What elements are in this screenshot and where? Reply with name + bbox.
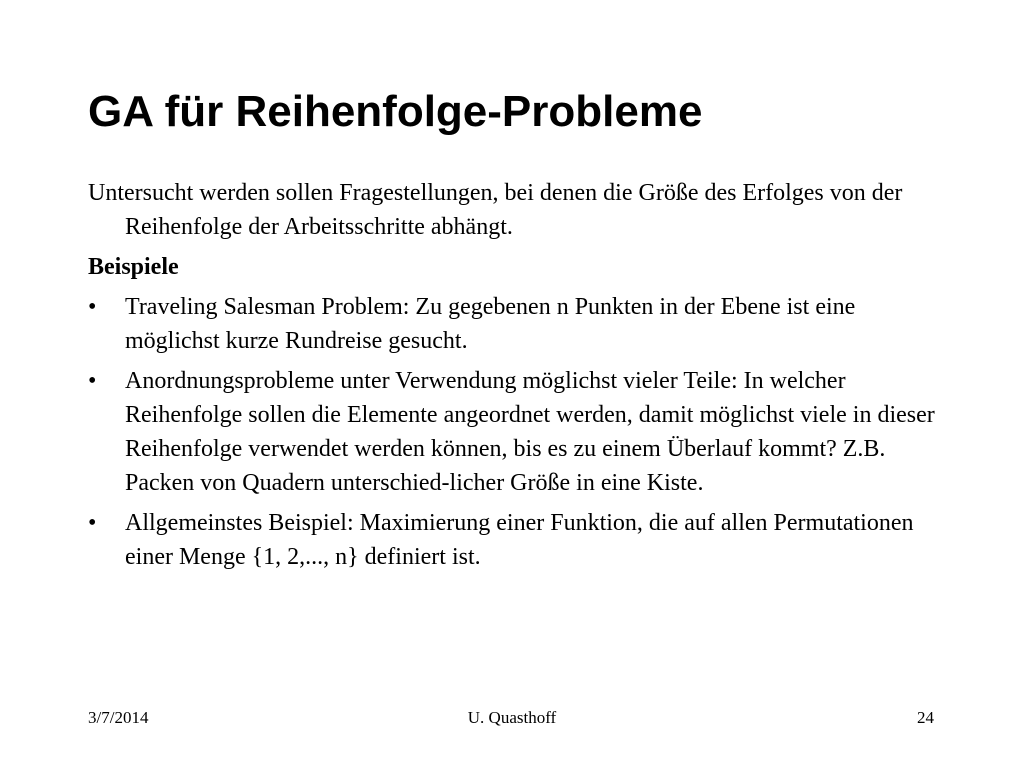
list-item: [88, 290, 948, 358]
examples-list: [88, 290, 948, 574]
slide-body: [88, 176, 948, 580]
intro-paragraph: Untersucht werden sollen Fragestellungen, bei denen die Größe des Erfolges von der Reihenfolge der Arbeitsschritte abhängt.: [88, 180, 903, 240]
examples-heading: Beispiele: [88, 254, 179, 280]
slide-title: GA für Reihenfolge-Probleme: [88, 87, 703, 136]
list-item: [88, 364, 948, 500]
page-number: 24: [917, 708, 934, 727]
bullet-icon: •: [88, 510, 97, 536]
bullet-icon: •: [88, 368, 97, 394]
footer-author: U. Quasthoff: [467, 708, 557, 727]
bullet-icon: •: [88, 294, 97, 320]
list-item-text: Anordnungsprobleme unter Verwendung möglichst vieler Teile: In welcher Reihenfolge sollen die Elemente angeordnet werden, damit möglichst viele in dieser Reihenfolge verwendet werden können, bis es zu einem Überlauf kommt? Z.B. Packen von Quadern unterschied-licher Größe in eine Kiste.: [125, 368, 935, 496]
footer-date: 3/7/2014: [88, 708, 149, 727]
list-item: [88, 506, 948, 574]
list-item-text: Allgemeinstes Beispiel: Maximierung einer Funktion, die auf allen Permutationen einer Menge {1, 2,..., n} definiert ist.: [125, 510, 914, 570]
list-item-text: Traveling Salesman Problem: Zu gegebenen n Punkten in der Ebene ist eine möglichst kurze Rundreise gesucht.: [125, 294, 856, 354]
